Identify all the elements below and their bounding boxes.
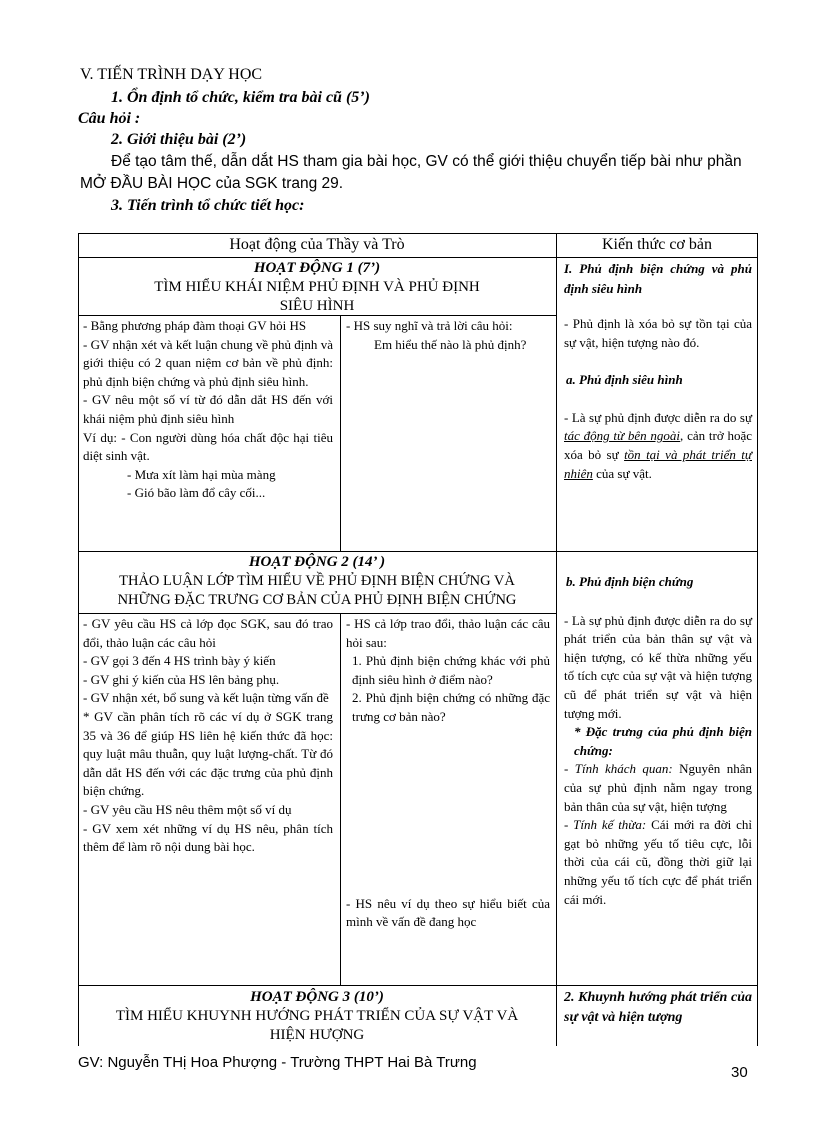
activity-2-student-column: [346, 615, 550, 932]
question-label: Câu hỏi :: [78, 110, 141, 127]
activity-1-split: [340, 315, 341, 551]
student-question: 2. Phủ định biện chứng có những đặc trưng cơ bản nào?: [352, 690, 550, 724]
teacher-step: - Bằng phương pháp đàm thoại GV hỏi HS: [83, 318, 307, 333]
activity-1-subtitle-line1: TÌM HIỂU KHÁI NIỆM PHỦ ĐỊNH VÀ PHỦ ĐỊNH: [154, 279, 480, 295]
knowledge-feature-heading: * Đặc trưng của phủ định biện chứng:: [574, 724, 752, 758]
table-border-left: [78, 233, 79, 1046]
teacher-step: - GV gọi 3 đến 4 HS trình bày ý kiến: [83, 653, 276, 669]
table-border-right: [757, 233, 758, 1046]
knowledge-text: - Tính khách quan: Nguyên nhân của sự phủ định nằm ngay trong bản thân của sự vật, hiện tượng: [564, 761, 752, 814]
activity-1-teacher-column: [83, 317, 333, 503]
teacher-student-header: Hoạt động của Thầy và Trò: [229, 236, 405, 253]
teacher-step: - GV yêu cầu HS cả lớp đọc SGK, sau đó trao đổi, thảo luận các câu hỏi: [83, 616, 333, 650]
example-text: Ví dụ: - Con người dùng hóa chất độc hại tiêu diệt sinh vật.: [83, 429, 333, 464]
activity-1-student-column: [346, 317, 550, 354]
activity-2-knowledge-column: [564, 573, 752, 909]
teacher-step: - GV nhận xét, bổ sung và kết luận từng vấn đề: [83, 690, 329, 706]
step-2-heading: 2. Giới thiệu bài (2’): [111, 131, 247, 148]
teacher-step: - GV ghi ý kiến của HS lên bảng phụ.: [83, 671, 280, 687]
knowledge-text: - Tính kế thừa: Cái mới ra đời chỉ gạt bỏ những yếu tố tiêu cực, lỗi thời của cái cũ, đồng thời giữ lại những yếu tố tích cực để phát triển cái mới.: [564, 817, 752, 907]
header-row-bottom: [78, 257, 758, 258]
activity-1-title: HOẠT ĐỘNG 1 (7’): [253, 260, 381, 276]
teacher-step: * GV cần phân tích rõ các ví dụ ở SGK trang 35 và 36 để giúp HS liên hệ kiến thức đã học: quy luật mâu thuẫn, quy luật lượng-chất. Từ đó dẫn dắt HS đến với các đặc trưng của phủ định biện chứng.: [83, 708, 333, 799]
teacher-step: - GV nhận xét và kết luận chung về phủ định và giới thiệu có 2 quan niệm cơ bản về phủ định: phủ định biện chứng và phủ định siêu hình.: [83, 336, 333, 389]
lesson-table: [78, 233, 758, 1046]
knowledge-subheading: b. Phủ định biện chứng: [566, 574, 694, 589]
activity-1-bottom: [78, 551, 758, 552]
knowledge-subheading: a. Phủ định siêu hình: [566, 372, 683, 388]
student-question: Em hiểu thế nào là phủ định?: [374, 336, 527, 352]
intro-paragraph-line1: Để tạo tâm thế, dẫn dắt HS tham gia bài học, GV có thể giới thiệu chuyển tiếp bài như phần: [111, 153, 742, 170]
knowledge-title: I. Phủ định biện chứng và phủ định siêu hình: [564, 261, 752, 296]
student-text: - HS nêu ví dụ theo sự hiểu biết của mình về vấn đề đang học: [346, 895, 550, 930]
activity-2-subtitle-line2: NHỮNG ĐẶC TRƯNG CƠ BẢN CỦA PHỦ ĐỊNH BIỆN CHỨNG: [117, 592, 517, 608]
knowledge-text: - Là sự phủ định được diễn ra do sự phát triển của bản thân sự vật và hiện tượng, có kế thừa những yếu tố tích cực của sự vật và hiện tượng cũ để phát triển sự vật và hiện tượng mới.: [564, 612, 752, 721]
activity-2-title: HOẠT ĐỘNG 2 (14’ ): [248, 554, 386, 570]
student-text: - HS suy nghĩ và trả lời câu hỏi:: [346, 318, 513, 333]
activity-1-subtitle-line2: SIÊU HÌNH: [279, 298, 355, 314]
activity-2-split: [340, 613, 341, 985]
activity-2-subtitle-line1: THẢO LUẬN LỚP TÌM HIỂU VỀ PHỦ ĐỊNH BIỆN CHỨNG VÀ: [119, 573, 515, 589]
example-text: - Gió bão làm đổ cây cối...: [127, 485, 266, 501]
column-divider: [556, 233, 557, 1046]
activity-2-teacher-column: [83, 615, 333, 857]
page-number: 30: [731, 1064, 748, 1081]
intro-paragraph-line2: MỞ ĐẦU BÀI HỌC của SGK trang 29.: [80, 175, 344, 192]
knowledge-text: - Phủ định là xóa bỏ sự tồn tại của sự vật, hiện tượng nào đó.: [564, 316, 752, 350]
step-3-heading: 3. Tiến trình tổ chức tiết học:: [111, 197, 305, 214]
activity-3-knowledge-title: 2. Khuynh hướng phát triển của sự vật và hiện tượng: [564, 990, 752, 1025]
student-question: 1. Phủ định biện chứng khác với phủ định siêu hình ở điểm nào?: [352, 653, 550, 687]
teacher-step: - GV yêu cầu HS nêu thêm một số ví dụ: [83, 801, 292, 817]
activity-3-subtitle-line1: TÌM HIỂU KHUYNH HƯỚNG PHÁT TRIỂN CỦA SỰ VẬT VÀ: [115, 1008, 519, 1024]
step-1-heading: 1. Ổn định tổ chức, kiểm tra bài cũ (5’): [111, 89, 370, 106]
student-text: - HS cả lớp trao đổi, thảo luận các câu hỏi sau:: [346, 616, 550, 650]
activity-3-subtitle-line2: HIỆN HƯỢNG: [269, 1027, 365, 1043]
knowledge-text: - Là sự phủ định được diễn ra do sự tác động từ bên ngoài, cản trở hoặc xóa bỏ sự tồn tại và phát triển tự nhiên của sự vật.: [564, 409, 752, 481]
teacher-step: - GV nêu một số ví từ đó dẫn dắt HS đến với khái niệm phủ định siêu hình: [83, 392, 333, 426]
activity-3-title: HOẠT ĐỘNG 3 (10’): [250, 989, 384, 1005]
example-text: - Mưa xít làm hại mùa màng: [127, 466, 276, 482]
activity-2-title-bottom: [78, 613, 556, 614]
teacher-step: - GV xem xét những ví dụ HS nêu, phân tích thêm để làm rõ nội dung bài học.: [83, 820, 333, 855]
knowledge-header: Kiến thức cơ bản: [602, 236, 712, 253]
page-footer: GV: Nguyễn THị Hoa Phượng - Trường THPT Hai Bà Trưng: [78, 1054, 477, 1071]
section-heading: V. TIẾN TRÌNH DẠY HỌC: [80, 66, 263, 83]
activity-1-knowledge-column: [564, 259, 752, 483]
activity-2-bottom: [78, 985, 758, 986]
